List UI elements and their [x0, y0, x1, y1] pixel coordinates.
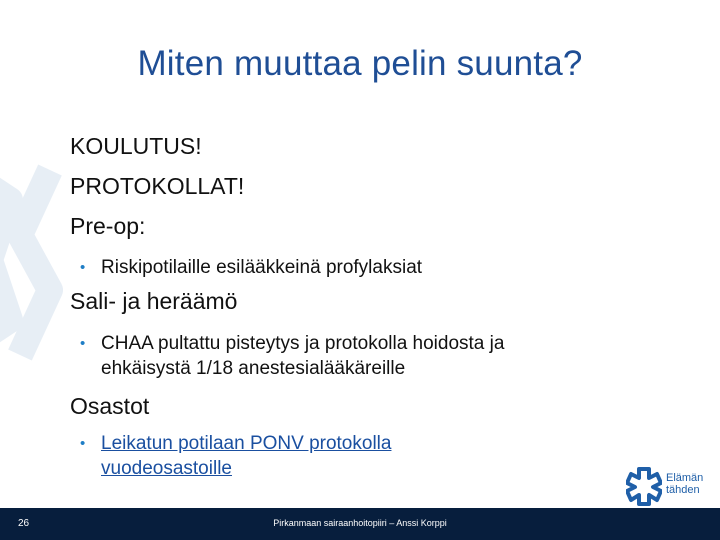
- item-pre-op: Pre-op:: [70, 213, 146, 239]
- item-sali-ja-heraamo: Sali- ja heräämö: [70, 288, 238, 314]
- item-osastot: Osastot: [70, 393, 150, 419]
- bullet-icon: •: [80, 259, 86, 276]
- ponv-protocol-link-line2[interactable]: vuodeosastoille: [101, 458, 232, 479]
- star-of-life-icon: [626, 466, 662, 506]
- sub-item-text: Riskipotilaille esilääkkeinä profylaksiat: [101, 257, 423, 278]
- slide-title: Miten muuttaa pelin suunta?: [137, 44, 583, 83]
- logo-line1: Elämän: [666, 472, 704, 484]
- sub-item-text-line2: ehkäisystä 1/18 anestesialääkäreille: [101, 358, 406, 379]
- logo-text: [666, 472, 703, 496]
- ponv-protocol-link-line1[interactable]: Leikatun potilaan PONV protokolla: [101, 433, 392, 454]
- sub-item-ponv-link[interactable]: [80, 431, 391, 481]
- item-koulutus: KOULUTUS!: [70, 133, 202, 159]
- item-protokollat: PROTOKOLLAT!: [70, 173, 245, 199]
- bullet-icon: •: [80, 335, 86, 352]
- footer-organization: Pirkanmaan sairaanhoitopiiri – Anssi Korppi: [273, 518, 447, 528]
- sub-item-text-line1: CHAA pultattu pisteytys ja protokolla hoidosta ja: [101, 333, 505, 354]
- sub-item-riskipotilaille: [80, 255, 422, 280]
- page-number: 26: [18, 518, 30, 529]
- logo-line2: tähden: [666, 484, 700, 496]
- background-logo-watermark-icon: [0, 140, 80, 380]
- bullet-icon: •: [80, 435, 86, 452]
- sub-item-chaa: [80, 331, 504, 381]
